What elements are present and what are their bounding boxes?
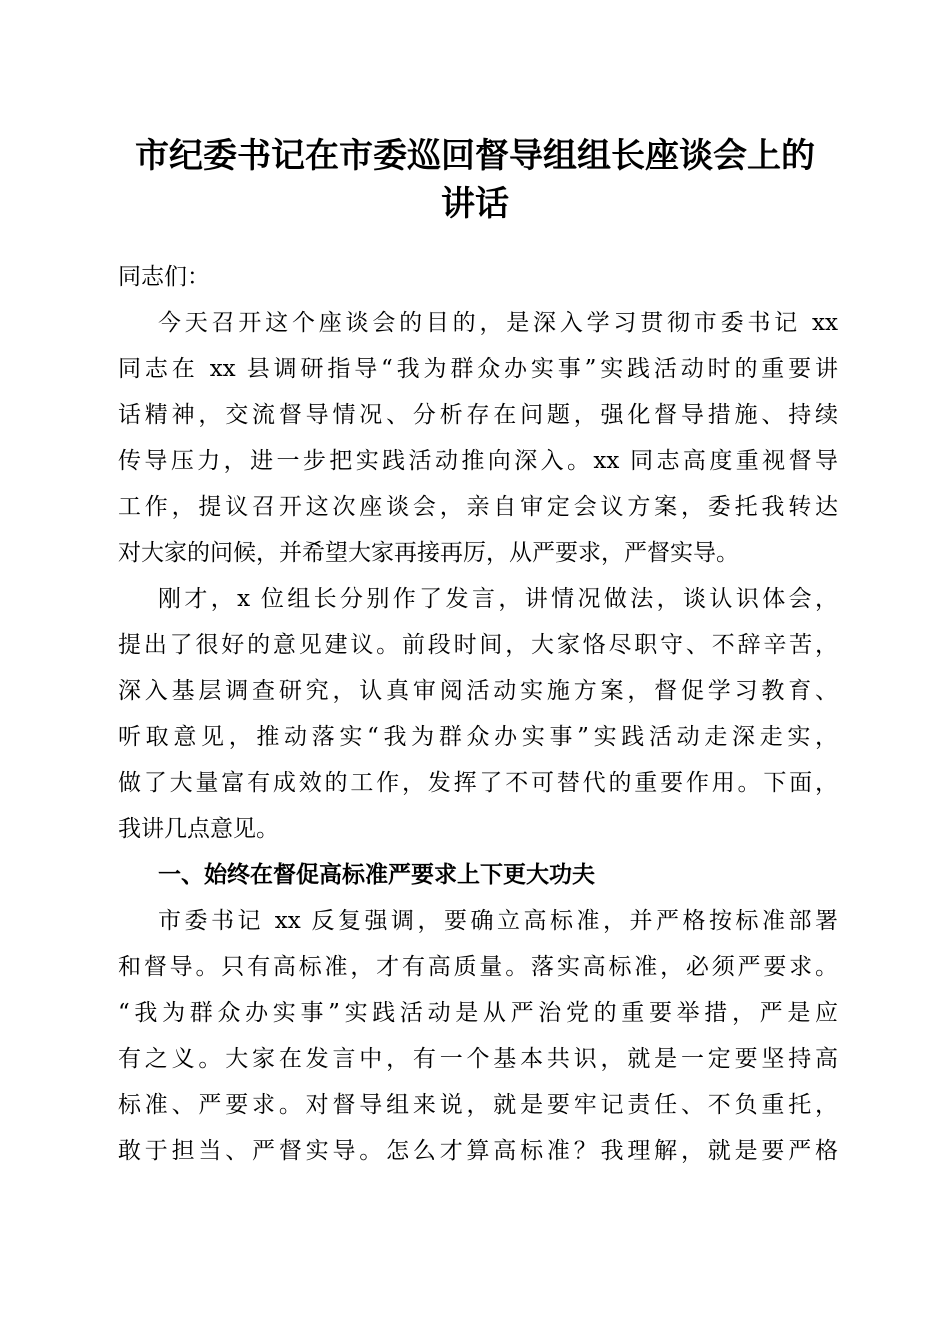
section-heading: 一、始终在督促高标准严要求上下更大功夫 bbox=[158, 862, 595, 888]
section-paragraph-line-5: 标准、严要求。对督导组来说，就是要牢记责任、不负重托， bbox=[118, 1092, 838, 1118]
salutation: 同志们： bbox=[118, 264, 210, 290]
section-paragraph-line-4: 有之义。大家在发言中，有一个基本共识，就是一定要坚持高 bbox=[118, 1046, 838, 1072]
section-paragraph-line-2: 和督导。只有高标准，才有高质量。落实高标准，必须严要求。 bbox=[118, 954, 838, 980]
paragraph-1-line-1: 今天召开这个座谈会的目的，是深入学习贯彻市委书记 xx bbox=[158, 310, 838, 336]
paragraph-2-line-1: 刚才，x 位组长分别作了发言，讲情况做法，谈认识体会， bbox=[158, 586, 838, 612]
paragraph-1-line-3: 话精神，交流督导情况、分析存在问题，强化督导措施、持续 bbox=[118, 402, 838, 428]
section-paragraph bbox=[118, 898, 838, 1174]
paragraph-1-line-6: 对大家的问候，并希望大家再接再厉，从严要求，严督实导。 bbox=[118, 540, 739, 566]
section-paragraph-line-1: 市委书记 xx 反复强调，要确立高标准，并严格按标准部署 bbox=[158, 908, 838, 934]
paragraph-2-line-4: 听取意见，推动落实“我为群众办实事”实践活动走深走实， bbox=[118, 724, 838, 750]
section-paragraph-line-6: 敢于担当、严督实导。怎么才算高标准？我理解，就是要严格 bbox=[118, 1138, 838, 1164]
paragraph-2-line-5: 做了大量富有成效的工作，发挥了不可替代的重要作用。下面， bbox=[118, 770, 838, 796]
document-body bbox=[118, 254, 838, 1174]
paragraph-1-line-2: 同志在 xx 县调研指导“我为群众办实事”实践活动时的重要讲 bbox=[118, 356, 838, 382]
section-paragraph-line-3: “我为群众办实事”实践活动是从严治党的重要举措，严是应 bbox=[118, 1000, 838, 1026]
title-line-2: 讲话 bbox=[441, 184, 509, 224]
paragraph-2-line-2: 提出了很好的意见建议。前段时间，大家恪尽职守、不辞辛苦， bbox=[118, 632, 838, 658]
paragraph-1-line-4: 传导压力，进一步把实践活动推向深入。xx 同志高度重视督导 bbox=[118, 448, 838, 474]
paragraph-2-line-3: 深入基层调查研究，认真审阅活动实施方案，督促学习教育、 bbox=[118, 678, 838, 704]
paragraph-2-line-6: 我讲几点意见。 bbox=[118, 816, 279, 842]
title-line-1: 市纪委书记在市委巡回督导组组长座谈会上的 bbox=[135, 136, 815, 176]
paragraph-1-line-5: 工作，提议召开这次座谈会，亲自审定会议方案，委托我转达 bbox=[118, 494, 838, 520]
paragraph-1 bbox=[118, 300, 838, 576]
document-title bbox=[100, 132, 850, 228]
paragraph-2 bbox=[118, 576, 838, 852]
